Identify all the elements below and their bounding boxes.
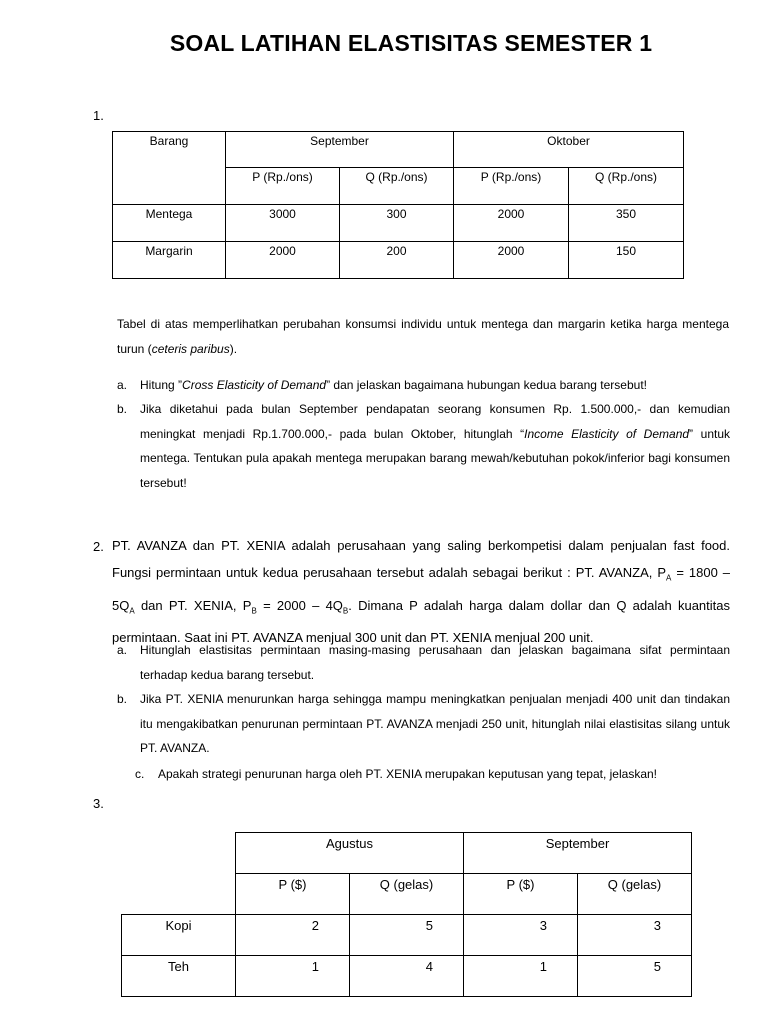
header-q-sep: Q (gelas) [578,874,692,915]
q2-subscript: B [251,606,257,616]
cell-item: Teh [122,956,236,997]
cell-value: 300 [340,205,454,242]
page-title: SOAL LATIHAN ELASTISITAS SEMESTER 1 [169,30,653,56]
q1a-italic: Cross Elasticity of Demand [182,378,327,392]
q2-text-part: dan PT. XENIA, P [134,597,252,613]
header-q-okt: Q (Rp./ons) [569,168,684,205]
q2-subscript: A [129,606,135,616]
cell-value: 200 [340,242,454,279]
question-3-number: 3. [93,796,104,811]
question-2b: Jika PT. XENIA menurunkan harga sehingga mampu meningkatkan penjualan menjadi 400 unit dan tindakan itu mengakibatkan penurunan permintaan PT. AVANZA menjadi 250 unit, hitunglah nilai elastisitas silang untuk PT. AVANZA. [140,692,730,755]
empty-cell [122,874,236,915]
question-1a [140,373,730,398]
q2-b-label: b. [117,692,128,706]
cell-value: 2000 [226,242,340,279]
intro-text: Tabel di atas memperlihatkan perubahan konsumsi individu untuk mentega dan margarin ketika harga mentega turun ( [117,317,729,356]
q1a-text-end: ” dan jelaskan bagaimana hubungan kedua barang tersebut! [326,378,647,392]
header-oktober: Oktober [454,132,684,168]
header-p-agu: P ($) [236,874,350,915]
cell-value: 3000 [226,205,340,242]
header-p-sep: P ($) [464,874,578,915]
q2-text-part: = 2000 – 4Q [256,597,343,613]
question-2a: Hitunglah elastisitas permintaan masing-masing perusahaan dan jelaskan bagaimana sifat permintaan terhadap kedua barang tersebut. [140,643,730,682]
q2-text-part: = 1800 – 5Q [112,565,731,613]
cell-value: 1 [464,956,578,997]
q1b-italic: Income Elasticity of Demand [524,426,690,441]
header-p-okt: P (Rp./ons) [454,168,569,205]
question-2-number: 2. [93,539,104,554]
q1-b-label: b. [117,402,128,416]
q2-text-part: PT. AVANZA dan PT. XENIA adalah perusahaan yang saling berkompetisi dalam penjualan fast food. Fungsi permintaan untuk kedua perusahaan tersebut adalah sebagai berikut : PT. AVANZA, P [112,538,730,580]
intro-text-end: ). [229,341,238,356]
cell-value: 1 [236,956,350,997]
header-agustus: Agustus [236,833,464,874]
header-q-agu: Q (gelas) [350,874,464,915]
cell-value: 5 [578,956,692,997]
table-question-3 [121,832,692,997]
cell-value: 2000 [454,205,569,242]
cell-value: 3 [578,915,692,956]
q1b-text: Jika diketahui pada bulan September pendapatan seorang konsumen Rp. 1.500.000,- dan kemudian meningkat menjadi Rp.1.700.000,- pada bulan Oktober, hitunglah “ [140,402,730,441]
q2-text-part: . Dimana P adalah harga dalam dollar dan Q adalah kuantitas permintaan. Saat ini PT. AVANZA menjual 300 unit dan PT. XENIA menjual 200 unit. [112,597,731,646]
table-row [113,205,684,242]
table-row [113,242,684,279]
q1b-text-end: ” untuk mentega. Tentukan pula apakah mentega merupakan barang mewah/kebutuhan pokok/inferior bagi konsumen tersebut! [140,426,731,490]
empty-cell [122,833,236,874]
question-1b [140,397,730,495]
header-september: September [464,833,692,874]
cell-value: 2000 [454,242,569,279]
header-barang: Barang [113,132,226,205]
table-question-1 [112,131,684,279]
q1a-text: Hitung ” [140,378,183,392]
question-1-intro [117,312,729,361]
intro-italic: ceteris paribus [151,341,230,356]
cell-value: 2 [236,915,350,956]
cell-value: 350 [569,205,684,242]
table-row [122,915,692,956]
table-row [122,956,692,997]
cell-item: Margarin [113,242,226,279]
q2-a-label: a. [117,643,128,657]
question-1-number: 1. [93,108,104,123]
cell-value: 5 [350,915,464,956]
cell-value: 3 [464,915,578,956]
cell-value: 150 [569,242,684,279]
question-2c: Apakah strategi penurunan harga oleh PT. XENIA merupakan keputusan yang tepat, jelaskan! [158,767,657,781]
question-2-text [112,532,730,651]
cell-item: Kopi [122,915,236,956]
cell-value: 4 [350,956,464,997]
q2-subscript: B [342,606,349,616]
q1-a-label: a. [117,378,128,392]
header-september: September [226,132,454,168]
header-p-sep: P (Rp./ons) [226,168,340,205]
cell-item: Mentega [113,205,226,242]
q2-c-label: c. [135,767,145,781]
header-q-sep: Q (Rp./ons) [340,168,454,205]
q2-subscript: A [666,573,672,583]
